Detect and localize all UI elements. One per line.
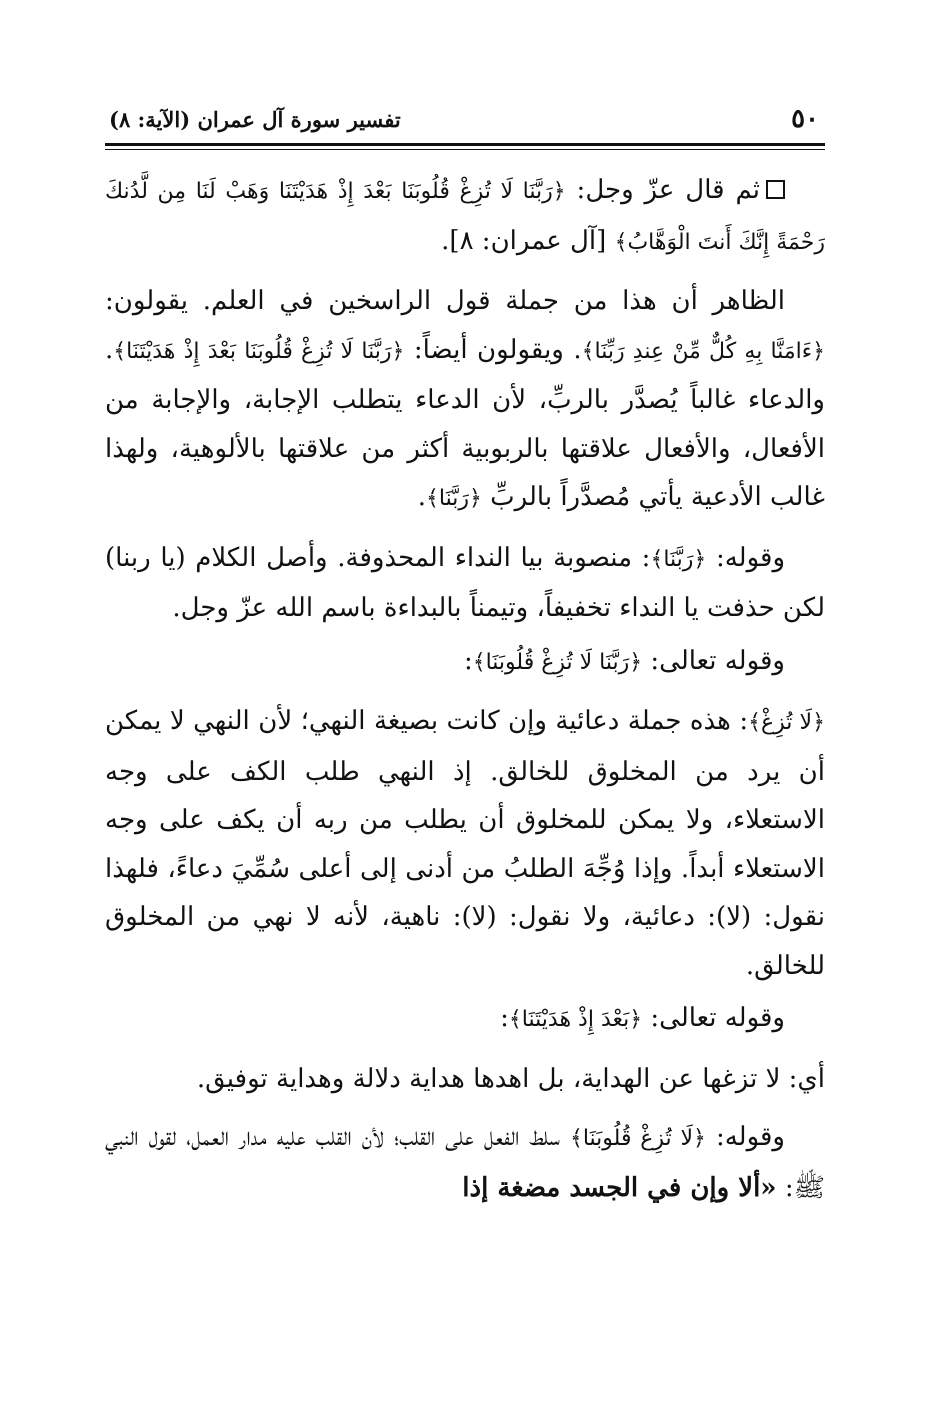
p1-lead: ثم قال عزّ وجل: bbox=[565, 175, 760, 205]
p2-verse-3: ﴿رَبَّنَا﴾ bbox=[426, 486, 482, 511]
page-header bbox=[105, 95, 825, 143]
running-title: تفسير سورة آل عمران (الآية: ٨) bbox=[109, 106, 401, 132]
p5-verse-1: ﴿لَا تُزِغْ﴾ bbox=[748, 710, 825, 735]
p1-ref: [آل عمران: ٨]. bbox=[441, 225, 615, 256]
paragraph-4 bbox=[105, 637, 825, 688]
p3-text-2: : منصوبة بيا النداء المحذوفة. وأصل الكلام (يا ربنا) لكن حذفت يا النداء تخفيفاً، وتيمناً بالبداءة باسم الله عزّ وجل. bbox=[105, 542, 825, 623]
p1-verse: ﴿رَبَّنَا لَا تُزِغْ قُلُوبَنَا بَعْدَ إِذْ هَدَيْتَنَا وَهَبْ لَنَا مِن لَّدُنكَ رَحْمَةً إِنَّكَ أَنتَ الْوَهَّابُ﴾ bbox=[105, 179, 825, 255]
p3-verse-1: ﴿رَبَّنَا﴾ bbox=[650, 546, 707, 572]
p5-text-1: : هذه جملة دعائية وإن كانت بصيغة النهي؛ لأن النهي لا يمكن أن يرد من المخلوق للخالق. إذ النهي طلب الكف على وجه الاستعلاء، ولا يمكن للمخلوق أن يطلب من ربه أن يكف على وجه الاستعلاء أبداً. وإذا وُجِّهَ الطلبُ من أدنى إلى أعلى سُمِّيَ دعاءً، فلهذا نقول: (لا): دعائية، ولا نقول: (لا): ناهية، لأنه لا نهي من المخلوق للخالق. bbox=[105, 706, 825, 981]
p7-text-1: أي: لا تزغها عن الهداية، بل اهدها هداية دلالة وهداية توفيق. bbox=[196, 1063, 825, 1094]
header-rule-thick bbox=[105, 143, 825, 146]
p4-text-2: : bbox=[463, 645, 473, 676]
p4-text-1: وقوله تعالى: bbox=[642, 645, 785, 676]
paragraph-1 bbox=[105, 166, 825, 267]
p4-verse-1: ﴿رَبَّنَا لَا تُزِغْ قُلُوبَنَا﴾ bbox=[472, 649, 643, 675]
square-bullet-icon bbox=[766, 180, 785, 199]
p2-text-4: . bbox=[417, 482, 427, 512]
p8-verse-1: ﴿لَا تُزِغْ قُلُوبَنَا﴾ bbox=[569, 1126, 706, 1151]
paragraph-5 bbox=[105, 697, 825, 990]
paragraph-6 bbox=[105, 994, 825, 1045]
p2-verse-1: ﴿ءَامَنَّا بِهِ كُلٌّ مِّنْ عِندِ رَبِّنَا﴾ bbox=[581, 338, 825, 364]
page-number: ٥٠ bbox=[791, 104, 819, 134]
p8-text-1: وقوله: bbox=[705, 1122, 785, 1152]
paragraph-3 bbox=[105, 534, 825, 633]
paragraph-7 bbox=[105, 1055, 825, 1104]
header-rule-thin bbox=[105, 149, 825, 150]
p8-hadith-1: «ألا وإن في الجسد مضغة إذا bbox=[462, 1172, 777, 1203]
p8-text-2: سلط الفعل على القلب؛ لأن القلب عليه مدار العمل، لقول النبي ﷺ: bbox=[105, 1122, 825, 1203]
p6-text-2: : bbox=[500, 1003, 509, 1033]
paragraph-8 bbox=[105, 1113, 825, 1212]
page-body bbox=[105, 166, 825, 1212]
book-page bbox=[105, 95, 825, 1385]
paragraph-2 bbox=[105, 277, 825, 524]
p2-text-1: الظاهر أن هذا من جملة قول الراسخين في العلم. يقولون: bbox=[105, 286, 785, 316]
p6-verse-1: ﴿بَعْدَ إِذْ هَدَيْتَنَا﴾ bbox=[508, 1007, 643, 1032]
p2-text-2: . ويقولون أيضاً: bbox=[404, 334, 582, 365]
p6-text-1: وقوله تعالى: bbox=[642, 1003, 785, 1033]
p2-verse-2: ﴿رَبَّنَا لَا تُزِغْ قُلُوبَنَا بَعْدَ إِذْ هَدَيْتَنَا﴾ bbox=[113, 338, 405, 364]
p2-text-3: . والدعاء غالباً يُصدَّر بالربِّ، لأن الدعاء يتطلب الإجابة، والإجابة من الأفعال، والأفعال علاقتها بالربوبية أكثر من علاقتها بالألوهية، ولهذا غالب الأدعية يأتي مُصدَّراً بالربِّ bbox=[105, 334, 825, 512]
p3-text-1: وقوله: bbox=[706, 542, 785, 573]
